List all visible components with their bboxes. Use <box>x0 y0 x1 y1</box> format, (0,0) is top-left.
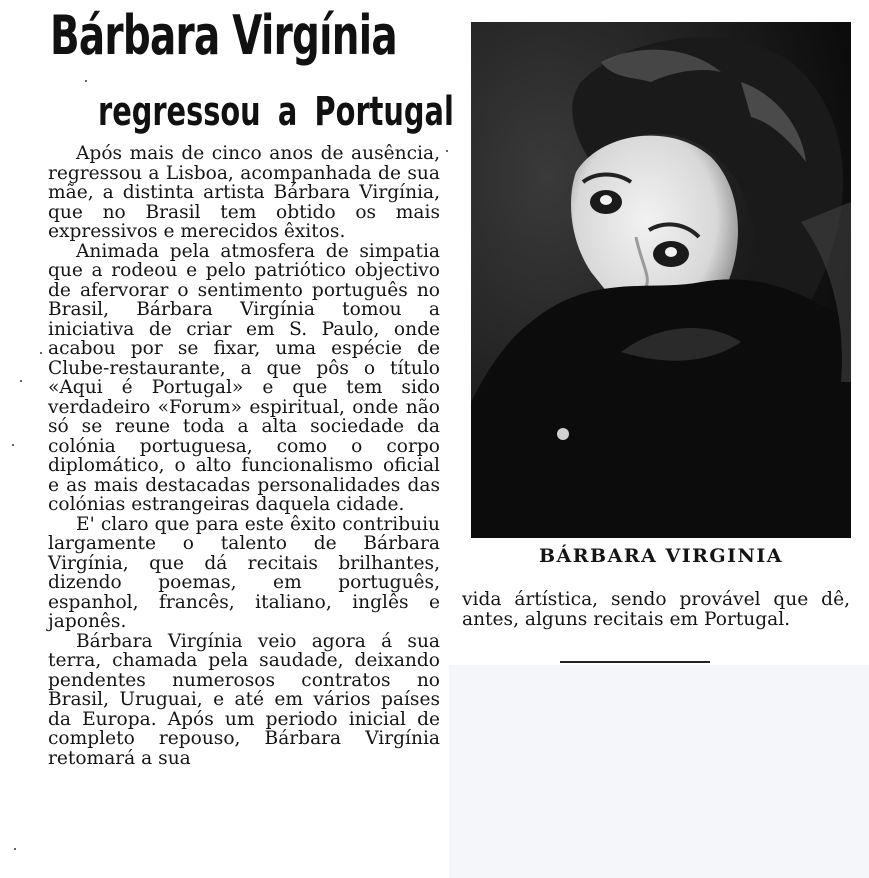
article-continuation: vida ártística, sendo provável que dê, antes, alguns recitais em Portugal. <box>462 589 850 630</box>
paragraph-4: Bárbara Virgínia veio agora á sua terra, chamada pela saudade, deixando pendentes numerosos contratos no Brasil, Uruguai, e até em vários países da Europa. Após um periodo inicial de completo repouso, Bárbara Virgínia retomará a sua <box>48 630 440 769</box>
column-end-rule <box>560 661 710 663</box>
paragraph-1: Após mais de cinco anos de ausência, regressou a Lisboa, acompanhada de sua mãe, a distinta artista Bárbara Virgínia, que no Brasil tem obtido os mais expressivos e merecidos êxitos. <box>48 143 440 242</box>
portrait-photo <box>471 22 851 538</box>
print-speck <box>446 150 448 152</box>
portrait-photo-image <box>471 22 851 538</box>
paragraph-2: Animada pela atmosfera de simpatia que a rodeou e pelo patriótico objectivo de afervorar o sentimento português no Brasil, Bárbara Virgínia tomou a iniciativa de criar em S. Paulo, onde acabou por se fixar, uma espécie de Clube-restaurante, a que pôs o título «Aqui é Portugal» e que tem sido verdadeiro «Forum» espiritual, onde não só se reune toda a alta sociedade da colónia portuguesa, como o corpo diplomático, o alto funcionalismo oficial e as mais destacadas personalidades das colónias estrangeiras daquela cidade. <box>48 240 440 515</box>
subheadline: regressou a Portugal <box>98 89 454 135</box>
print-speck <box>20 380 22 382</box>
print-speck <box>14 848 16 850</box>
headline: Bárbara Virgínia <box>50 4 397 67</box>
print-speck <box>40 352 42 354</box>
paragraph-3: E' claro que para este êxito contribuiu largamente o talento de Bárbara Virgínia, que dá recitais brilhantes, dizendo poemas, em português, espanhol, francês, italiano, inglês e japonês. <box>48 513 440 632</box>
photo-caption: BÁRBARA VIRGINIA <box>538 545 784 567</box>
print-speck <box>85 80 87 82</box>
article-body <box>48 144 440 768</box>
print-speck <box>12 444 14 446</box>
